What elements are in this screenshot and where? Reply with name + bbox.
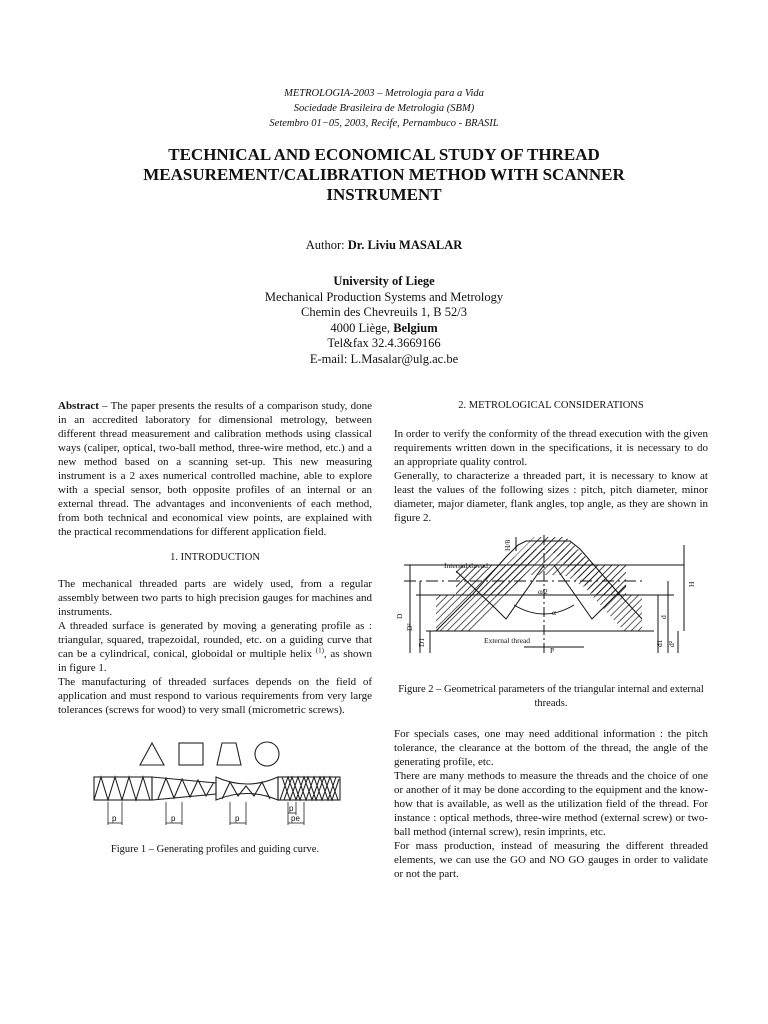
- author-label: Author:: [305, 238, 348, 252]
- reference-marker: (1): [315, 646, 324, 655]
- metro-paragraph-1: In order to verify the conformity of the thread execution with the given requirements written down in the specifications, it is necessary to do an appropriate quality control.: [394, 428, 708, 468]
- figure-2-drawing: [394, 535, 708, 679]
- label-d2: d²: [667, 641, 676, 647]
- label-internal-thread: Internal thread: [444, 561, 488, 570]
- label-d: d: [659, 615, 668, 619]
- pitch-label-1: p: [112, 814, 117, 823]
- trapezoid-profile: [217, 743, 241, 765]
- conference-header: [0, 86, 768, 131]
- figure-1-drawing: [58, 739, 372, 837]
- metro-paragraph-3: For specials cases, one may need additional information : the pitch tolerance, the clearance at the bottom of the thread, the angle of the generating profile, etc.: [394, 728, 708, 768]
- triangle-profile: [140, 743, 164, 765]
- label-D: D: [395, 613, 404, 619]
- author-line: [0, 238, 768, 253]
- left-column: [58, 399, 372, 857]
- round-profile: [255, 742, 279, 766]
- abstract-label: Abstract: [58, 400, 99, 412]
- label-external-thread: External thread: [484, 636, 531, 645]
- metro-paragraph-4: There are many methods to measure the threads and the choice of one or another of it may be done according to the equipment and the know-how that is available, as well as the utilization field of the thread. For instance : optical methods, three-wire method (external screw) or two-ball method (internal screw), resin imprints, etc.: [394, 770, 708, 838]
- intro-paragraph-1: The mechanical threaded parts are widely used, from a regular assembly between two parts to high precision gauges for machines and instruments.: [58, 578, 372, 618]
- abstract: [58, 399, 372, 539]
- figure-2: [394, 535, 708, 711]
- affiliation-block: [0, 274, 768, 367]
- label-alpha: α: [552, 608, 556, 617]
- right-column: [394, 399, 708, 881]
- label-pitch: P: [550, 646, 555, 655]
- label-H: H: [687, 581, 696, 587]
- section-heading-introduction: 1. INTRODUCTION: [170, 552, 260, 563]
- city: 4000 Liège,: [330, 320, 394, 335]
- figure-1: [58, 739, 372, 857]
- intro-paragraph-2: A threaded surface is generated by moving a generating profile as : triangular, squared, trapezoidal, rounded, etc. on a guiding curve that can be a cylindrical, conical, globoidal or multiple helix $^{(1)}$, as shown in figure 1.: [58, 620, 372, 674]
- label-d1: d1: [655, 639, 664, 647]
- header-line-1: METROLOGIA-2003 – Metrologia para a Vida: [284, 88, 484, 99]
- label-D1: D1: [417, 637, 426, 647]
- email: E-mail: L.Masalar@ulg.ac.be: [309, 351, 459, 366]
- abstract-text: – The paper presents the results of a comparison study, done in an accredited laboratory for dimensional metrology, between different thread measurement and calibration methods using classical ways (caliper, optical, two-ball method, three-wire method, etc.) and a new method based on a scanning set-up. This new measuring instrument is a 2 axes numerical controlled machine, able to explore with a special sensor, both opposite profiles of an internal or an external thread. The advantages and inconvenients of each method, from both technical and economical view points, are explained with the practical recommendations for different application field.: [58, 400, 372, 538]
- telfax: Tel&fax 32.4.3669166: [327, 336, 441, 350]
- square-profile: [179, 743, 203, 765]
- metro-paragraph-2: Generally, to characterize a threaded part, it is necessary to know at least the values of the following sizes : pitch, pitch diameter, minor diameter, major diameter, flank angles, top angle, as they are shown in figure 2.: [394, 470, 708, 524]
- university-name: University of Liege: [333, 274, 435, 288]
- street-address: Chemin des Chevreuils 1, B 52/3: [301, 305, 467, 319]
- pitch-label-2: p: [171, 814, 176, 823]
- label-alpha-half: α/2: [538, 587, 548, 596]
- author-name: Dr. Liviu MASALAR: [347, 238, 463, 252]
- header-line-3: Setembro 01−05, 2003, Recife, Pernambuco - BRASIL: [269, 118, 499, 129]
- pitch-label-4: p: [289, 804, 294, 813]
- pitch-label-pe: pe: [291, 814, 300, 823]
- figure-1-caption: Figure 1 – Generating profiles and guiding curve.: [110, 844, 320, 855]
- country: Belgium: [393, 320, 438, 335]
- metro-paragraph-5: For mass production, instead of measuring the different threaded elements, we can use the GO and NO GO gauges in order to validate or not the part.: [394, 840, 708, 880]
- paper-title: TECHNICAL AND ECONOMICAL STUDY OF THREAD MEASUREMENT/CALIBRATION METHOD WITH SCANNER INSTRUMENT: [143, 145, 625, 204]
- header-line-2: Sociedade Brasileira de Metrologia (SBM): [293, 103, 475, 114]
- intro-paragraph-3: The manufacturing of threaded surfaces depends on the field of application and must respond to various requirements from very large tolerances (screws for wood) to very small (micrometric screws).: [58, 676, 372, 716]
- label-D2: D²: [405, 623, 414, 631]
- section-heading-metrological: 2. METROLOGICAL CONSIDERATIONS: [458, 400, 644, 411]
- figure-2-caption: Figure 2 – Geometrical parameters of the triangular internal and external threads.: [398, 684, 704, 709]
- department: Mechanical Production Systems and Metrology: [264, 289, 504, 304]
- pitch-label-3: p: [235, 814, 240, 823]
- label-H-eighth: H/8: [503, 539, 512, 551]
